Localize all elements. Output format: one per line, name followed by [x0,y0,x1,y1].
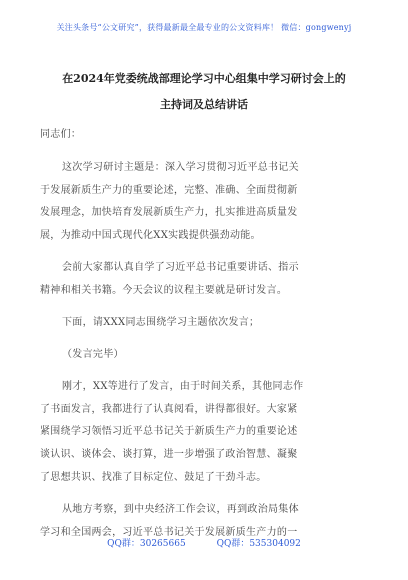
body-line: 谈认识、谈体会、谈打算，进一步增强了政治智慧、凝聚 [40,449,298,460]
body-line: 从地方考察，到中央经济工作会议，再到政治局集体 [62,504,299,515]
footer [0,536,408,549]
body-line: 了思想共识、找准了目标定位、鼓足了干劲斗志。 [40,472,267,483]
salutation: 同志们： [40,129,82,140]
footer-qq-group-1: QQ群：30265665 [107,539,186,549]
body-line: 学习和全国两会，习近平总书记关于发展新质生产力的一 [40,527,298,538]
document-title-line-2: 主持词及总结讲话 [160,98,248,111]
body-line: 会前大家都认真自学了习近平总书记重要讲话、指示 [62,262,299,273]
body-line: 刚才，XX等进行了发言，由于时间关系，其他同志作 [62,381,304,392]
footer-qq-group-2: QQ群：535304092 [216,539,301,549]
body-line: 紧围绕学习领悟习近平总书记关于新质生产力的重要论述 [40,426,298,437]
body-line: 于发展新质生产力的重要论述，完整、准确、全面贯彻新 [40,185,298,196]
body-line: 展，为推动中国式现代化XX实践提供强劲动能。 [40,230,261,241]
body-line: 精神和相关书籍。今天会议的议程主要就是研讨发言。 [40,285,288,296]
body-line: （发言完毕） [62,349,124,360]
document-title-line-1: 在2024年党委统战部理论学习中心组集中学习研讨会上的 [62,72,346,85]
body-line: 发展理念，加快培育发展新质生产力，扎实推进高质量发 [40,207,298,218]
body-line: 了书面发言，我都进行了认真阅看，讲得都很好。大家紧 [40,404,298,415]
header-banner: 关注头条号“公文研究”，获得最新最全最专业的公文资料库！ 微信：gongwenyj [56,23,352,32]
body-line: 下面，请XXX同志围绕学习主题依次发言； [62,317,260,328]
body-line: 这次学习研讨主题是：深入学习贯彻习近平总书记关 [62,162,299,173]
